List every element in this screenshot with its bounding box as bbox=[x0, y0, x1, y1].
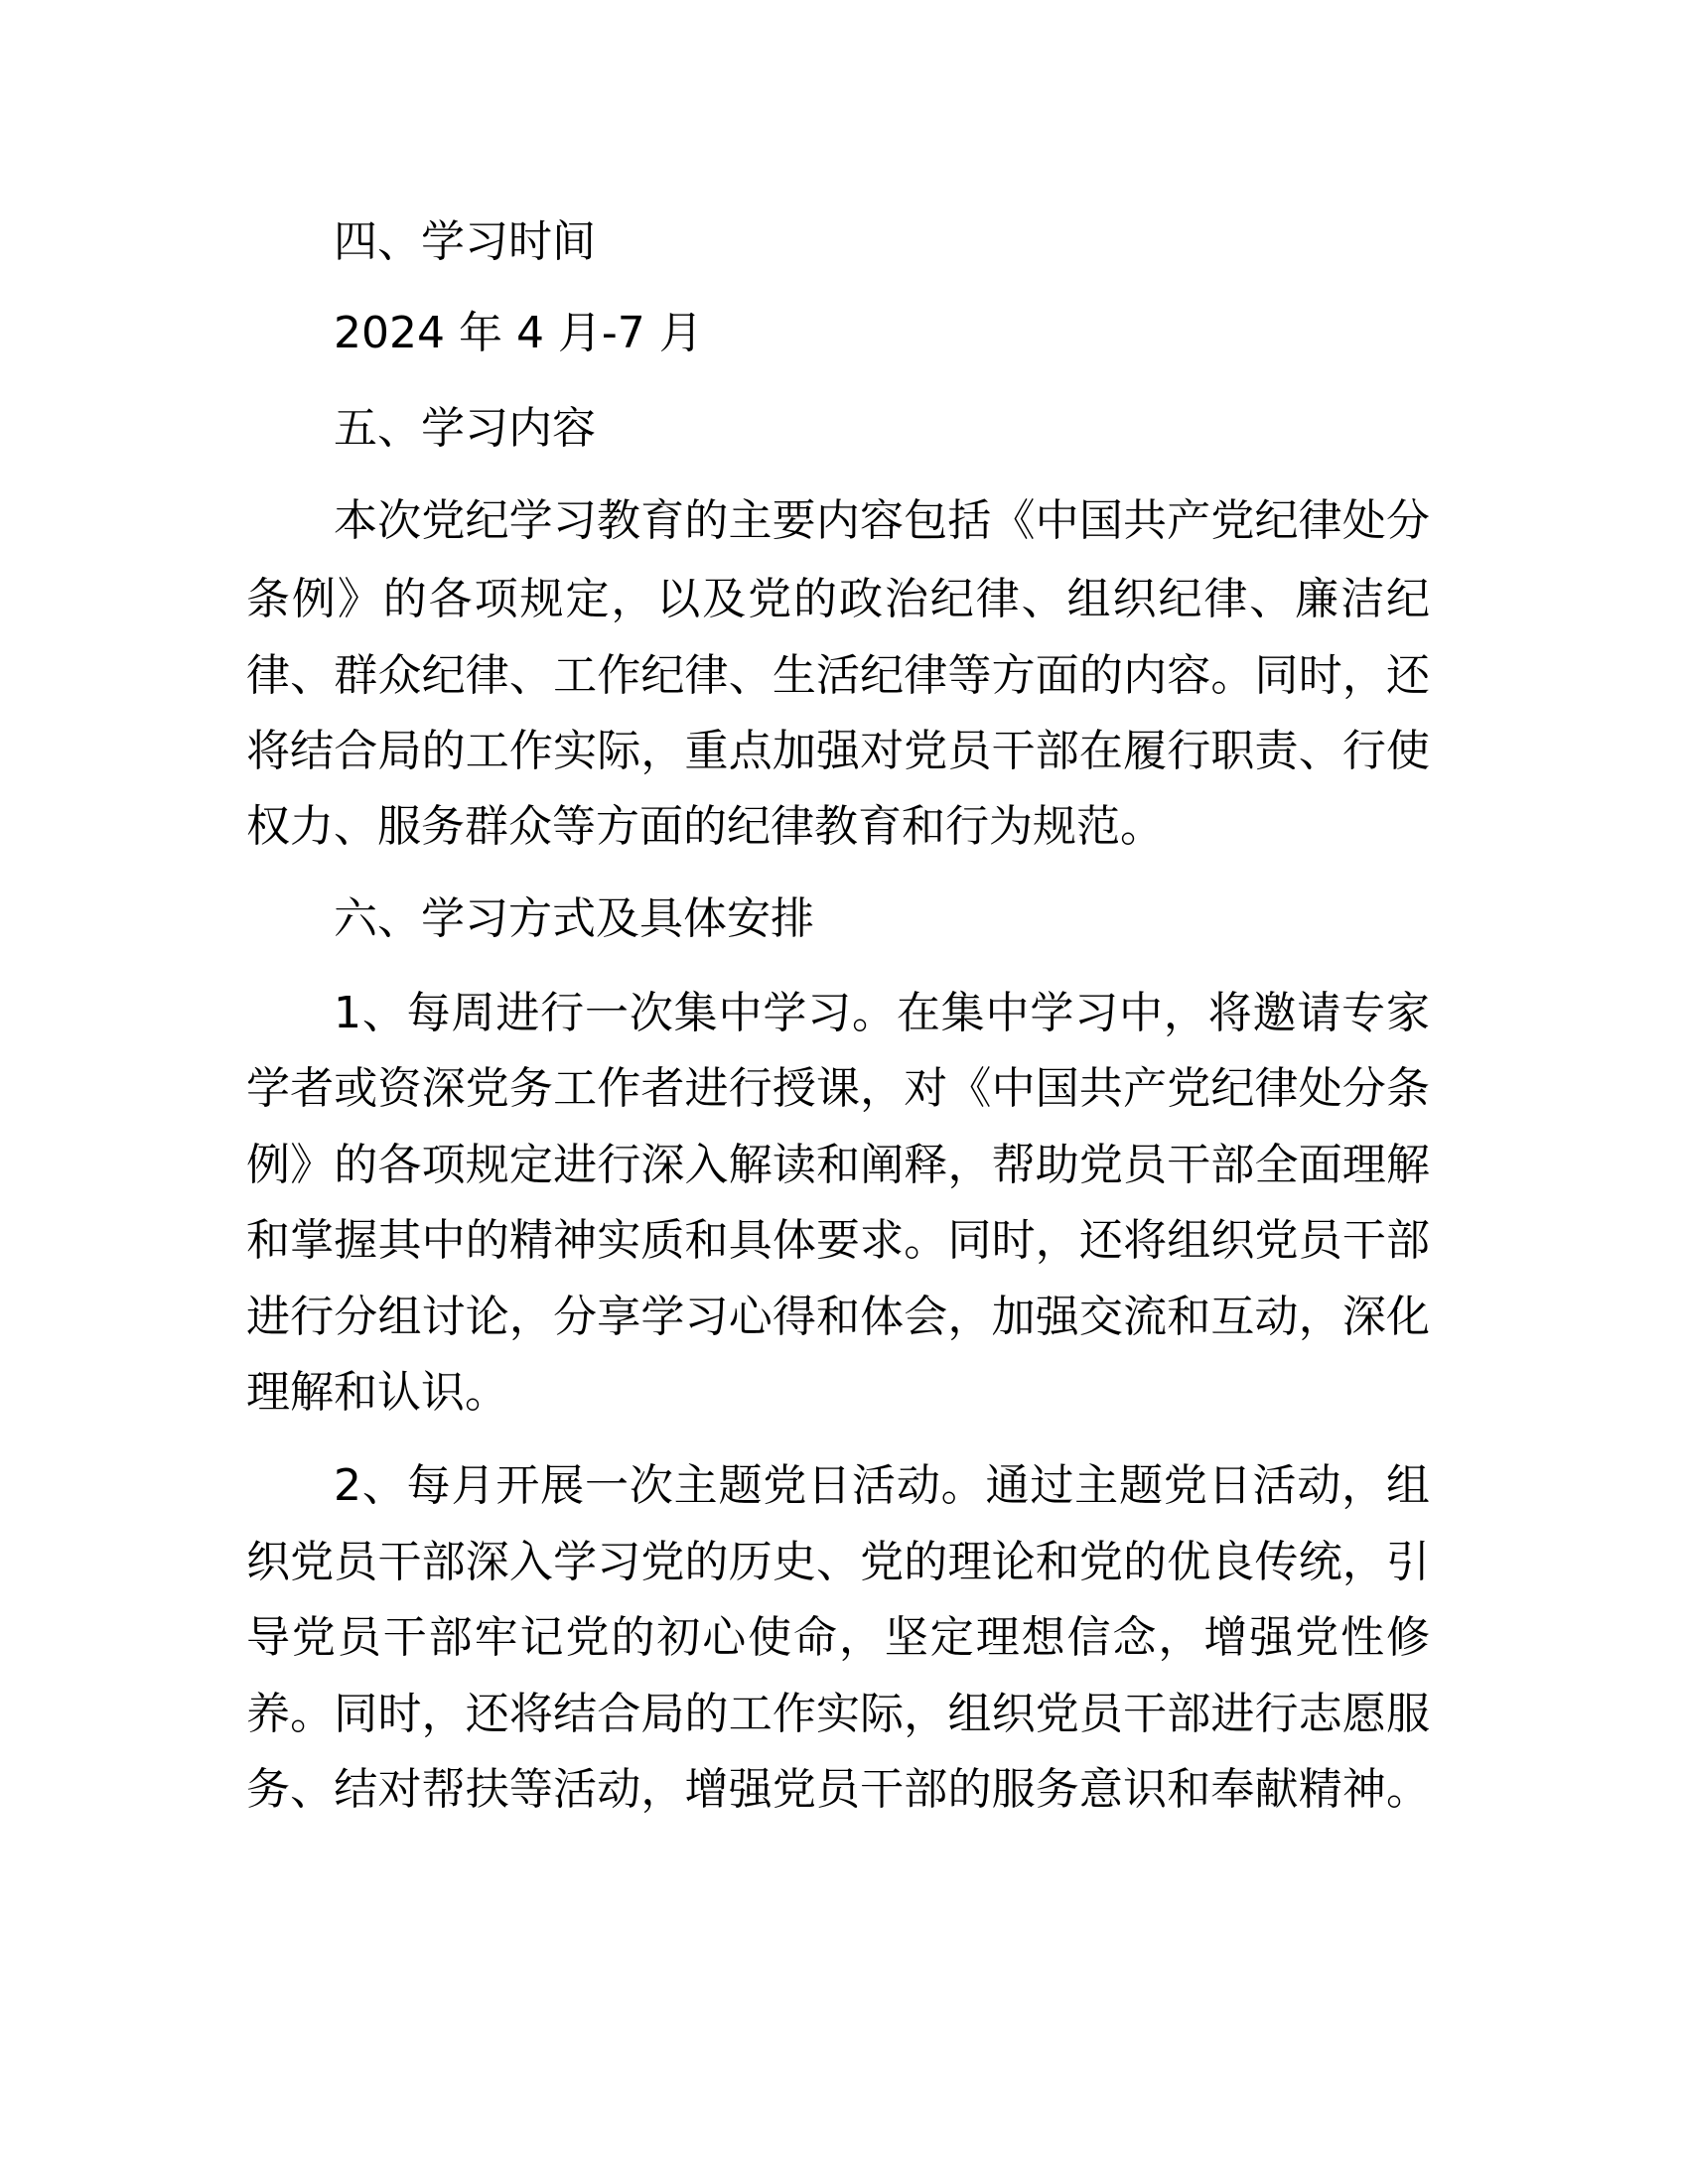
paragraph-line: 权力、服务群众等方面的纪律教育和行为规范。 bbox=[246, 801, 1164, 852]
paragraph-line: 1、每周进行一次集中学习。在集中学习中，将邀请专家 bbox=[334, 988, 1430, 1038]
paragraph-line: 本次党纪学习教育的主要内容包括《中国共产党纪律处分 bbox=[334, 495, 1430, 546]
paragraph-line: 律、群众纪律、工作纪律、生活纪律等方面的内容。同时，还 bbox=[246, 650, 1430, 701]
paragraph-line: 织党员干部深入学习党的历史、党的理论和党的优良传统，引 bbox=[246, 1537, 1430, 1587]
paragraph-line: 条例》的各项规定，以及党的政治纪律、组织纪律、廉洁纪 bbox=[246, 574, 1430, 624]
paragraph-line: 理解和认识。 bbox=[246, 1367, 508, 1418]
paragraph-line: 例》的各项规定进行深入解读和阐释，帮助党员干部全面理解 bbox=[246, 1140, 1430, 1190]
paragraph-line: 务、结对帮扶等活动，增强党员干部的服务意识和奉献精神。 bbox=[246, 1764, 1430, 1815]
paragraph-line: 和掌握其中的精神实质和具体要求。同时，还将组织党员干部 bbox=[246, 1215, 1430, 1266]
paragraph-line: 将结合局的工作实际，重点加强对党员干部在履行职责、行使 bbox=[246, 726, 1430, 776]
section-heading-study-method: 六、学习方式及具体安排 bbox=[334, 893, 814, 944]
section-heading-study-content: 五、学习内容 bbox=[334, 403, 596, 454]
study-time-value: 2024 年 4 月-7 月 bbox=[334, 308, 703, 358]
paragraph-line: 2、每月开展一次主题党日活动。通过主题党日活动，组 bbox=[334, 1460, 1430, 1511]
paragraph-line: 导党员干部牢记党的初心使命，坚定理想信念，增强党性修 bbox=[246, 1612, 1430, 1663]
paragraph-line: 养。同时，还将结合局的工作实际，组织党员干部进行志愿服 bbox=[246, 1689, 1430, 1739]
paragraph-line: 学者或资深党务工作者进行授课，对《中国共产党纪律处分条 bbox=[246, 1063, 1430, 1114]
paragraph-line: 进行分组讨论，分享学习心得和体会，加强交流和互动，深化 bbox=[246, 1292, 1430, 1342]
section-heading-study-time: 四、学习时间 bbox=[334, 216, 596, 267]
